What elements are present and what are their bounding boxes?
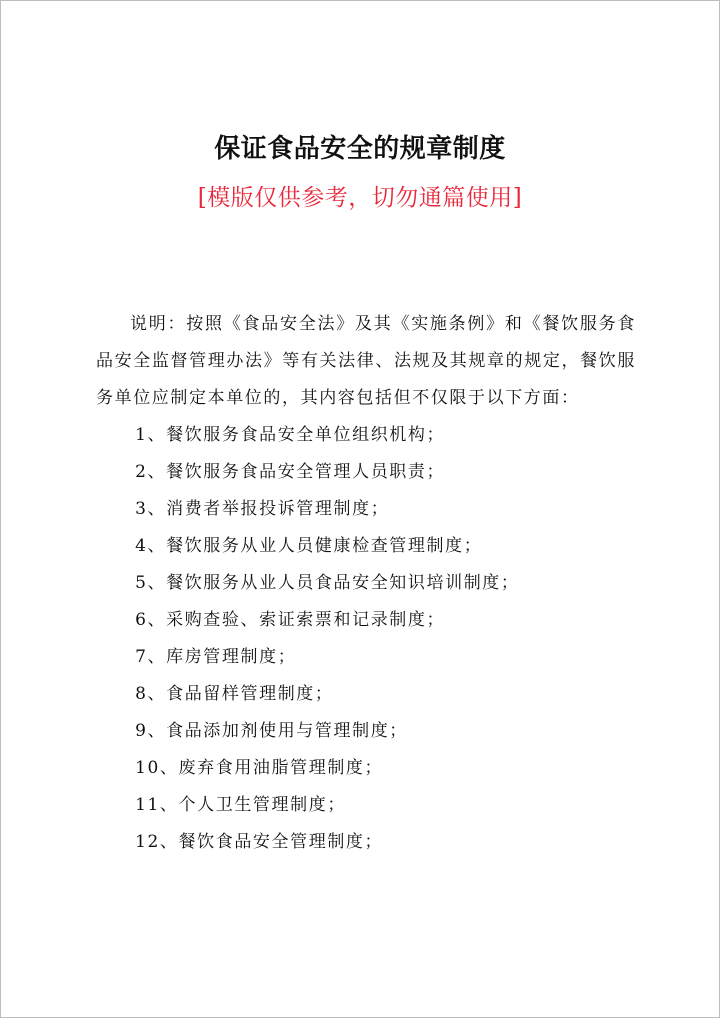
list-item: 8、食品留样管理制度； [135,684,334,704]
list-item: 9、食品添加剂使用与管理制度； [135,721,408,741]
intro-paragraph: 说明：按照《食品安全法》及其《实施条例》和《餐饮服务食品安全监督管理办法》等有关法律、法规及其规章的规定，餐饮服务单位应制定本单位的，其内容包括但不仅限于以下方面： [96,314,636,408]
list-item: 12、餐饮食品安全管理制度； [135,832,384,852]
list-item: 11、个人卫生管理制度； [135,795,346,815]
list-item: 7、库房管理制度； [135,647,297,667]
list-item: 3、消费者举报投诉管理制度； [135,499,390,519]
document-title: 保证食品安全的规章制度 [214,134,506,164]
list-item: 1、餐饮服务食品安全单位组织机构； [135,425,446,445]
list-item: 5、餐饮服务从业人员食品安全知识培训制度； [135,573,520,593]
list-item: 6、采购查验、索证索票和记录制度； [135,610,446,630]
list-item: 4、餐饮服务从业人员健康检查管理制度； [135,536,483,556]
list-item: 2、餐饮服务食品安全管理人员职责； [135,462,446,482]
template-notice: [模版仅供参考，切勿通篇使用] [197,185,523,211]
regulation-list [96,417,636,861]
document-body [96,306,636,861]
list-item: 10、废弃食用油脂管理制度； [135,758,384,778]
